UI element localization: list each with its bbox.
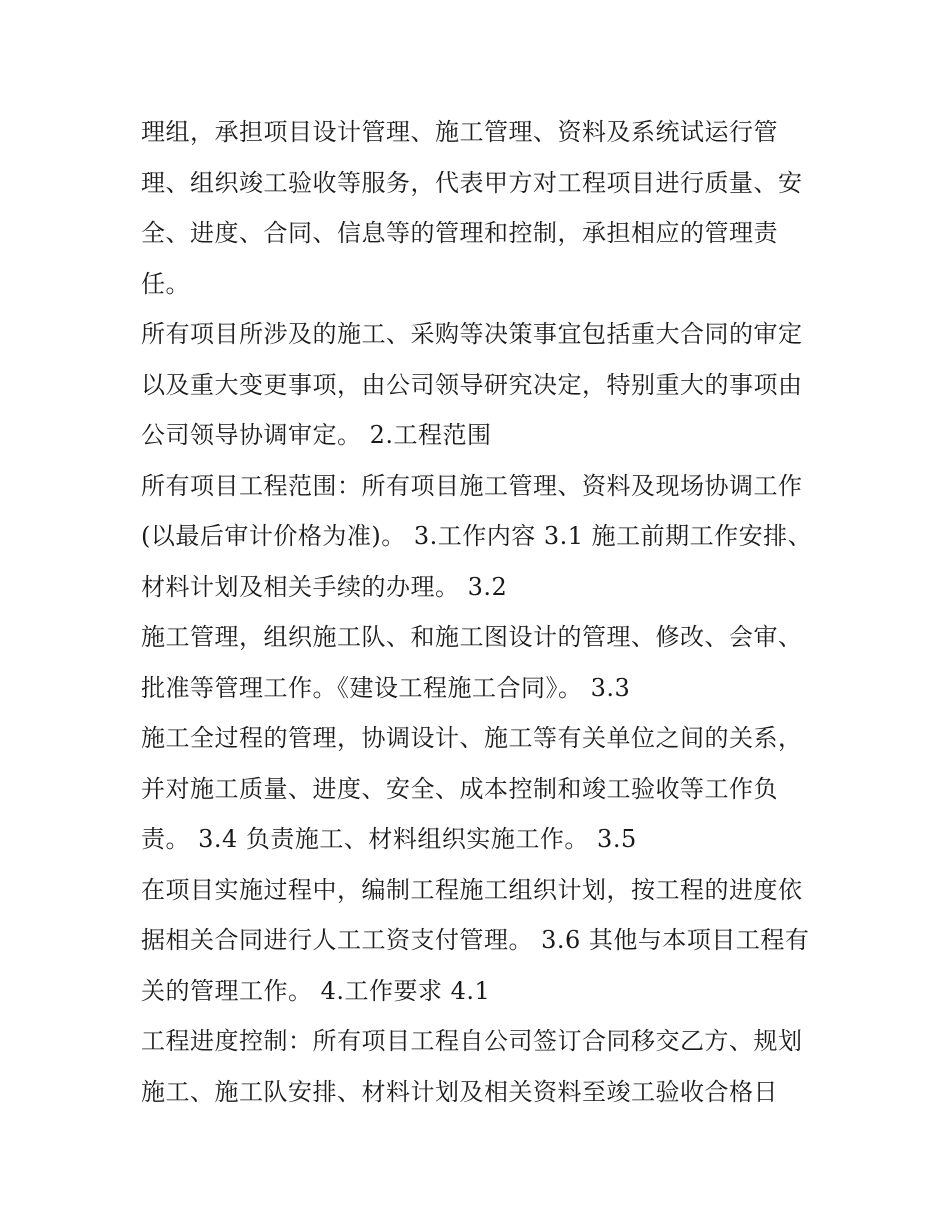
text-line-5: 所有项目所涉及的施工、采购等决策事宜包括重大合同的审定 [141,320,803,348]
text-line-7: 公司领导协调审定。 2.工程范围 [141,421,492,449]
text-line-20: 施工、施工队安排、材料计划及相关资料至竣工验收合格日 [141,1077,778,1106]
text-line-2: 理、组织竣工验收等服务，代表甲方对工程项目进行质量、安 [141,168,803,197]
text-line-11: 施工管理，组织施工队、和施工图设计的管理、修改、会审、 [141,623,803,651]
text-line-18: 关的管理工作。 4.工作要求 4.1 [141,976,491,1005]
text-line-10: 材料计划及相关手续的办理。 3.2 [141,572,508,601]
body-text [141,107,821,1117]
text-line-15: 责。 3.4 负责施工、材料组织实施工作。 3.5 [141,825,637,853]
text-line-8: 所有项目工程范围：所有项目施工管理、资料及现场协调工作 [141,471,803,500]
text-line-16: 在项目实施过程中，编制工程施工组织计划，按工程的进度依 [141,875,803,904]
text-line-9: (以最后审计价格为准)。 3.工作内容 3.1 施工前期工作安排、 [141,522,813,550]
text-line-3: 全、进度、合同、信息等的管理和控制，承担相应的管理责 [141,219,778,247]
text-line-1: 理组，承担项目设计管理、施工管理、资料及系统试运行管 [141,118,778,146]
text-line-14: 并对施工质量、进度、安全、成本控制和竣工验收等工作负 [141,774,778,803]
text-line-6: 以及重大变更事项，由公司领导研究决定，特别重大的事项由 [141,370,803,399]
text-line-13: 施工全过程的管理，协调设计、施工等有关单位之间的关系， [141,724,803,752]
text-line-12: 批准等管理工作。《建设工程施工合同》。 3.3 [141,673,631,702]
text-line-17: 据相关合同进行人工工资支付管理。 3.6 其他与本项目工程有 [141,926,810,954]
text-line-19: 工程进度控制：所有项目工程自公司签订合同移交乙方、规划 [141,1027,803,1055]
text-line-4: 任。 [141,269,190,298]
